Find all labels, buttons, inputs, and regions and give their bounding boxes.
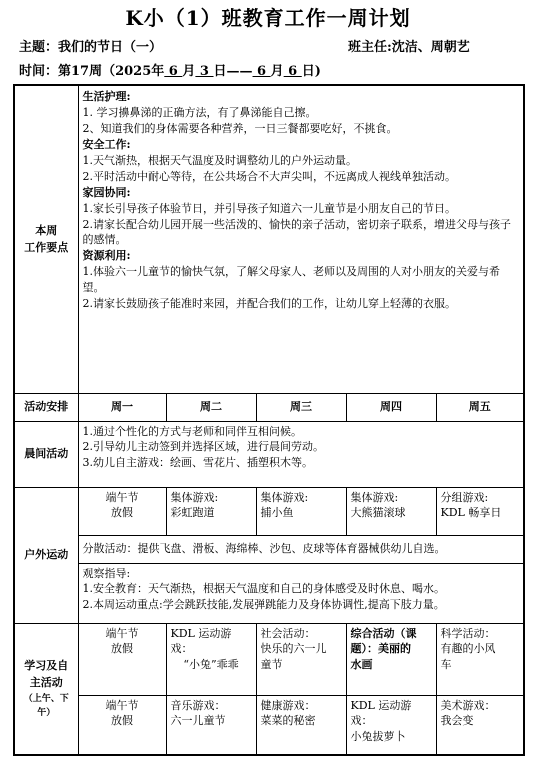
outdoor-row-1 <box>14 487 524 535</box>
learning-1-friday-line-1: 科学活动： <box>440 626 496 640</box>
home-item-2: 2.请家长配合幼儿园开展一些活泼的、愉快的亲子活动，密切亲子联系，增进父母与孩子的感情。 <box>82 217 511 247</box>
outdoor-tuesday-line-1: 集体游戏: <box>170 490 219 504</box>
learning-2-monday-line-2: 放假 <box>111 714 133 728</box>
learning-2-wednesday <box>256 695 346 755</box>
learning-1-wednesday-line-3: 童节 <box>260 658 283 672</box>
home-item-1: 1.家长引导孩子体验节日，并引导孩子知道六一儿童节是小朋友自己的节日。 <box>82 201 456 215</box>
safety-item-2: 2.平时活动中耐心等待，在公共场合不大声尖叫，不远离成人视线单独活动。 <box>82 169 456 183</box>
morning-item-3: 3.幼儿自主游戏：绘画、雪花片、插塑积木等。 <box>82 456 313 470</box>
learning-label-line-3: （上午、下 <box>23 693 69 704</box>
outdoor-tuesday-line-2: 彩虹跑道 <box>170 506 215 520</box>
outdoor-wednesday-line-1: 集体游戏: <box>260 490 309 504</box>
learning-row-2 <box>14 695 524 755</box>
outdoor-thursday-line-2: 大熊猫滚球 <box>350 506 406 520</box>
outdoor-split-activity: 分散活动：提供飞盘、滑板、海绵棒、沙包、皮球等体育器械供幼儿自选。 <box>78 535 524 563</box>
outdoor-friday-line-1: 分组游戏: <box>440 490 489 504</box>
learning-label-line-1: 学习及自 <box>24 658 69 672</box>
resource-item-1: 1.体验六一儿童节的愉快气氛，了解父母家人、老师以及周围的人对小朋友的关爱与希望。 <box>82 265 500 295</box>
outdoor-wednesday-line-2: 捕小鱼 <box>260 506 294 520</box>
outdoor-tuesday <box>166 487 256 535</box>
day-monday: 周一 <box>78 393 166 421</box>
observation-item-1: 1.安全教育：天气渐热，根据天气温度和自己的身体感受及时休息、喝水。 <box>82 582 445 596</box>
outdoor-row-3 <box>14 563 524 623</box>
learning-2-friday <box>436 695 524 755</box>
learning-1-friday <box>436 623 524 695</box>
morning-label: 晨间活动 <box>14 421 78 487</box>
learning-1-friday-line-3: 车 <box>440 658 452 672</box>
outdoor-monday-line-2: 放假 <box>111 506 133 520</box>
day-friday: 周五 <box>436 393 524 421</box>
learning-1-thursday-line-1: 综合活动（课 <box>350 626 417 640</box>
learning-1-monday-line-1: 端午节 <box>105 626 139 640</box>
outdoor-observation <box>78 563 524 623</box>
learning-1-thursday-line-2: 题）：美丽的 <box>350 642 411 656</box>
learning-1-thursday-line-3: 水画 <box>350 658 373 672</box>
day-wednesday: 周三 <box>256 393 346 421</box>
learning-2-tuesday-line-1: 音乐游戏： <box>170 698 226 712</box>
safety-title: 安全工作: <box>82 137 131 151</box>
start-day: 3 <box>195 64 214 79</box>
day-sep: 日—— <box>213 64 253 79</box>
learning-2-wednesday-line-1: 健康游戏： <box>260 698 316 712</box>
outdoor-wednesday <box>256 487 346 535</box>
month-char-2: 月 <box>270 64 284 79</box>
learning-2-monday <box>78 695 166 755</box>
learning-2-monday-line-1: 端午节 <box>105 698 139 712</box>
outdoor-monday <box>78 487 166 535</box>
learning-1-monday-line-2: 放假 <box>111 642 133 656</box>
learning-2-wednesday-line-2: 菜菜的秘密 <box>260 714 316 728</box>
end-month: 6 <box>252 64 271 79</box>
learning-1-tuesday-line-1: KDL 运动游戏： <box>170 626 232 656</box>
safety-item-1: 1.天气渐热，根据天气温度及时调整幼儿的户外运动量。 <box>82 153 357 167</box>
outdoor-thursday <box>346 487 436 535</box>
learning-1-tuesday <box>166 623 256 695</box>
morning-item-2: 2.引导幼儿主动签到并选择区域，进行晨间劳动。 <box>82 440 324 454</box>
care-item-2: 2、知道我们的身体需要各种营养，一日三餐都要吃好，不挑食。 <box>82 121 398 135</box>
focus-content <box>78 85 524 393</box>
learning-2-thursday-line-2: 小兔拔萝卜 <box>350 730 406 744</box>
page-title: K小（1）班教育工作一周计划 <box>125 6 411 30</box>
month-char-1: 月 <box>182 64 196 79</box>
time-label <box>19 60 321 79</box>
observation-item-2: 2.本周运动重点:学会跳跃技能,发展弹跳能力及身体协调性,提高下肢力量。 <box>82 598 445 612</box>
learning-2-friday-line-2: 我会变 <box>440 714 474 728</box>
learning-label-line-2: 主活动 <box>29 676 63 690</box>
theme-label: 主题：我们的节日（一） <box>19 40 163 55</box>
care-item-1: 1. 学习擤鼻涕的正确方法，有了鼻涕能自己擦。 <box>82 105 317 119</box>
learning-2-tuesday-line-2: 六一儿童节 <box>170 714 226 728</box>
learning-1-monday <box>78 623 166 695</box>
home-title: 家园协同: <box>82 185 131 199</box>
morning-content <box>78 421 524 487</box>
learning-2-tuesday <box>166 695 256 755</box>
start-month: 6 <box>164 64 183 79</box>
end-day: 6 <box>283 64 302 79</box>
day-thursday: 周四 <box>346 393 436 421</box>
care-title: 生活护理: <box>82 90 131 103</box>
learning-2-friday-line-1: 美术游戏： <box>440 698 496 712</box>
observation-title: 观察指导: <box>82 566 131 580</box>
schedule-label: 活动安排 <box>14 393 78 421</box>
learning-1-tuesday-line-2: “小兔”乖乖 <box>183 658 239 672</box>
weekly-plan-table <box>13 84 525 756</box>
resource-item-2: 2.请家长鼓励孩子能准时来园，并配合我们的工作，让幼儿穿上轻薄的衣服。 <box>82 297 456 311</box>
learning-1-wednesday <box>256 623 346 695</box>
focus-label-line-1: 本周 <box>35 223 58 237</box>
morning-item-1: 1.通过个性化的方式与老师和同伴互相问候。 <box>82 424 302 438</box>
outdoor-monday-line-1: 端午节 <box>105 490 139 504</box>
morning-row <box>14 421 524 487</box>
learning-2-thursday-line-1: KDL 运动游戏： <box>350 698 412 728</box>
time-prefix: 时间：第17周（2025年 <box>19 64 165 79</box>
learning-row-1 <box>14 623 524 695</box>
schedule-header-row <box>14 393 524 421</box>
time-suffix: 日) <box>301 64 321 79</box>
learning-1-wednesday-line-1: 社会活动： <box>260 626 316 640</box>
outdoor-friday <box>436 487 524 535</box>
day-tuesday: 周二 <box>166 393 256 421</box>
outdoor-thursday-line-1: 集体游戏: <box>350 490 399 504</box>
learning-label <box>14 623 78 755</box>
learning-2-thursday <box>346 695 436 755</box>
learning-1-wednesday-line-2: 快乐的六一儿 <box>260 642 327 656</box>
outdoor-friday-line-2: KDL 畅享日 <box>440 506 502 520</box>
learning-1-friday-line-2: 有趣的小风 <box>440 642 496 656</box>
outdoor-label: 户外运动 <box>14 487 78 623</box>
focus-label <box>14 85 78 393</box>
learning-1-thursday <box>346 623 436 695</box>
resource-title: 资源利用: <box>82 249 131 263</box>
teacher-label: 班主任:沈洁、周朝艺 <box>348 40 470 55</box>
learning-label-line-4: 午） <box>37 708 56 719</box>
focus-row <box>14 85 524 393</box>
outdoor-row-2 <box>14 535 524 563</box>
focus-label-line-2: 工作要点 <box>24 241 69 255</box>
